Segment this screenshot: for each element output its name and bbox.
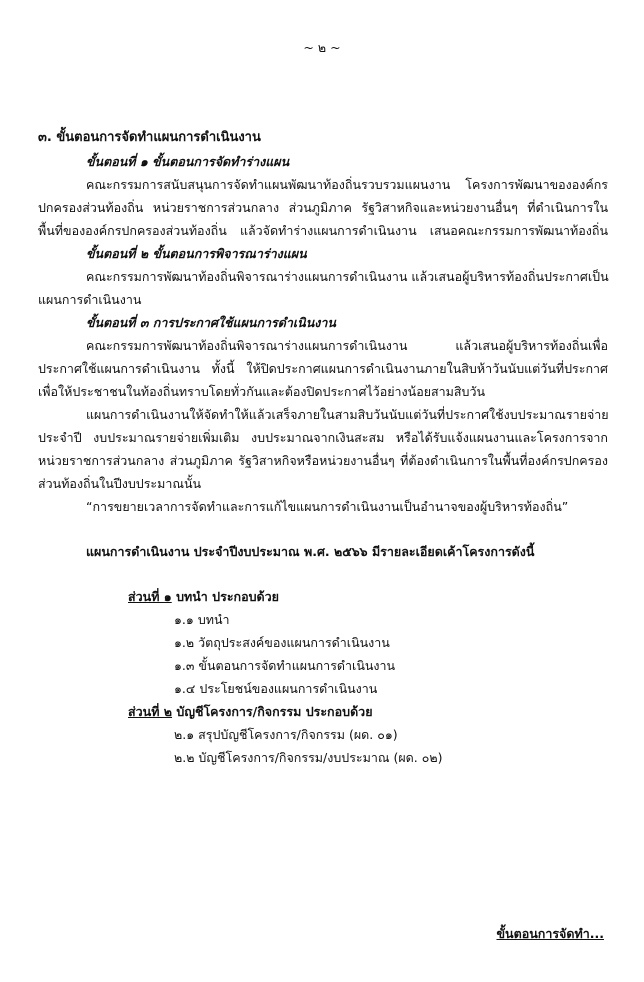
step2-title: ขั้นตอนที่ ๒ ขั้นตอนการพิจารณาร่างแผน [86, 246, 307, 261]
part1-header [128, 586, 279, 608]
part2-item: ๒.๒ บัญชีโครงการ/กิจกรรม/งบประมาณ (ผด. ๐๒) [174, 750, 443, 765]
step3-line-1: คณะกรรมการพัฒนาท้องถิ่นพิจารณาร่างแผนการดำเนินงาน แล้วเสนอผู้บริหารท้องถิ่นเพื่อ [86, 338, 608, 353]
quote-text: “การขยายเวลาการจัดทำและการแก้ไขแผนการดำเนินงานเป็นอำนาจของผู้บริหารท้องถิ่น” [86, 499, 569, 514]
step3-title: ขั้นตอนที่ ๓ การประกาศใช้แผนการดำเนินงาน [86, 315, 336, 330]
next-page-continuation: ขั้นตอนการจัดทำ... [496, 926, 604, 941]
page-number: ~ ๒ ~ [303, 40, 341, 55]
para4-line-3: หน่วยราชการส่วนกลาง ส่วนภูมิภาค รัฐวิสาหกิจหรือหน่วยงานอื่นๆ ที่ต้องดำเนินการในพื้นที่องค์กรปกครอง [38, 453, 608, 468]
step2-line-2: แผนการดำเนินงาน [38, 292, 142, 307]
part2-item: ๒.๑ สรุปบัญชีโครงการ/กิจกรรม (ผด. ๐๑) [174, 727, 398, 742]
part1-item: ๑.๓ ขั้นตอนการจัดทำแผนการดำเนินงาน [174, 658, 396, 673]
part2-label: ส่วนที่ ๒ [128, 704, 173, 719]
part1-label: ส่วนที่ ๑ [128, 589, 172, 604]
para4-line-4: ส่วนท้องถิ่นในปีงบประมาณนั้น [38, 476, 202, 491]
part1-title: บทนำ ประกอบด้วย [171, 589, 280, 604]
step1-line-2: ปกครองส่วนท้องถิ่น หน่วยราชการส่วนกลาง ส่วนภูมิภาค รัฐวิสาหกิจและหน่วยงานอื่นๆ ที่ดำเนินการใน [38, 200, 608, 215]
step1-title: ขั้นตอนที่ ๑ ขั้นตอนการจัดทำร่างแผน [86, 154, 290, 169]
para4-line-1: แผนการดำเนินงานให้จัดทำให้แล้วเสร็จภายในสามสิบวันนับแต่วันที่ประกาศใช้งบประมาณรายจ่าย [86, 407, 609, 422]
step2-line-1: คณะกรรมการพัฒนาท้องถิ่นพิจารณาร่างแผนการดำเนินงาน แล้วเสนอผู้บริหารท้องถิ่นประกาศเป็น [86, 269, 609, 284]
step3-line-3: เพื่อให้ประชาชนในท้องถิ่นทราบโดยทั่วกันและต้องปิดประกาศไว้อย่างน้อยสามสิบวัน [38, 384, 486, 399]
section-heading: ๓. ขั้นตอนการจัดทำแผนการดำเนินงาน [38, 130, 261, 145]
part2-title: บัญชีโครงการ/กิจกรรม ประกอบด้วย [172, 704, 373, 719]
part1-item: ๑.๑ บทนำ [174, 612, 230, 627]
step1-line-3: พื้นที่ขององค์กรปกครองส่วนท้องถิ่น แล้วจัดทำร่างแผนการดำเนินงาน เสนอคณะกรรมการพัฒนาท้องถิ่น [38, 223, 608, 238]
part1-item: ๑.๔ ประโยชน์ของแผนการดำเนินงาน [174, 681, 378, 696]
step1-line-1: คณะกรรมการสนับสนุนการจัดทำแผนพัฒนาท้องถิ่นรวบรวมแผนงาน โครงการพัฒนาขององค์กร [86, 177, 608, 192]
part2-header [128, 701, 373, 723]
step3-line-2: ประกาศใช้แผนการดำเนินงาน ทั้งนี้ ให้ปิดประกาศแผนการดำเนินงานภายในสิบห้าวันนับแต่วันที่ประกาศ [38, 361, 608, 376]
para4-line-2: ประจำปี งบประมาณรายจ่ายเพิ่มเติม งบประมาณจากเงินสะสม หรือได้รับแจ้งแผนงานและโครงการจาก [38, 430, 608, 445]
plan-heading: แผนการดำเนินงาน ประจำปีงบประมาณ พ.ศ. ๒๕๖๖ มีรายละเอียดเค้าโครงการดังนี้ [86, 544, 535, 559]
part1-item: ๑.๒ วัตถุประสงค์ของแผนการดำเนินงาน [174, 635, 390, 650]
